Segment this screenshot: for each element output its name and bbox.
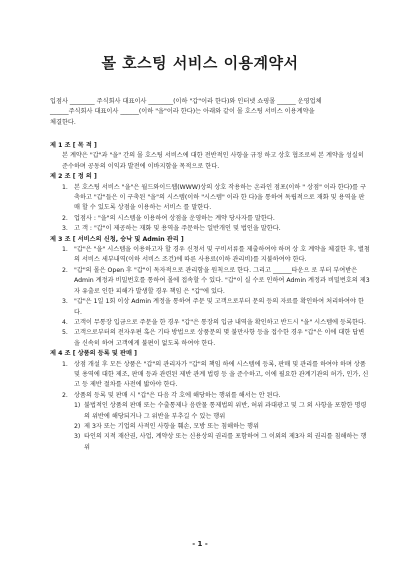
intro-paragraph — [50, 97, 370, 128]
item-text: 업점사 : "을"의 시스템을 이용하여 상점을 운영하는 계약 당사자를 말한다. — [74, 214, 275, 222]
item-number: 1. — [62, 246, 68, 254]
item-text: 고 객 : "갑"이 제공하는 재화 및 용역을 주문하는 일반개인 및 법인을 말한다. — [74, 225, 281, 233]
item-number: 1. — [62, 360, 68, 368]
article-title: 제 3 조 [ 서비스의 신청, 승낙 및 Admin 관리 ] — [50, 235, 184, 243]
item-text: 상품의 등록 및 판매 시 "갑"은 다음 각 호에 해당하는 행위를 해서는 안 된다. — [74, 391, 281, 399]
sub-item — [74, 422, 370, 432]
item-number: 2. — [62, 391, 68, 399]
articles — [50, 141, 370, 453]
item-text: 본 호스팅 서비스 "을"은 월드와이드웹(WWW)상의 상호 작용하는 온라인 점포(이하 " 상점" 이라 한다)를 구축하고 "갑"들은 이 구축된 "을"의 시스템(이하 "시스템" 이라 한 다)을 통하여 독립적으로 재화 및 용역을 판매 할 수 있도록 상점을 이용하는 서비스 를 말한다. — [74, 183, 367, 212]
list-item — [62, 245, 370, 266]
item-text: "갑"은 1일 1회 이상 Admin 계정을 통하여 주문 및 고객으로부터 문의 등의 자료를 확인하여 처리하여야 한다. — [74, 298, 364, 316]
list-item — [62, 391, 370, 401]
item-number: 4. — [62, 318, 68, 326]
list-item — [62, 318, 370, 328]
sub-item-text: 타인의 지적 재산권, 사업, 계약상 또는 신용상의 권리를 포함하여 그 이외의 제3자 의 권리를 침해하는 행위 — [84, 433, 367, 451]
intro-line: ______주식회사 대표이사 ______(이하 "을"이라 한다)는 아래와 같이 몰 호스팅 서비스 이용계약을 — [50, 108, 315, 116]
sub-item-text: 불법적인 상품의 판매 또는 수출통제나 음란물 통제법의 위반, 허위 과대광고 및 그 외 사항을 포함한 명령의 위반에 해당되거나 그 위반을 부추길 수 있는 행위 — [84, 402, 367, 420]
list-item — [62, 224, 370, 234]
item-number: 2. — [62, 266, 68, 274]
sub-item-number: 1) — [74, 402, 81, 410]
item-text: 상점 개설 후 모든 상품은 "갑"의 관리자가 "갑"의 책임 하에 시스템에 등록, 판매 및 관리를 하여야 하며 상품 및 용역에 대한 제조, 판매 등과 관련된 제반 관계 법령 등 을 준수하고, 이에 필요한 관계기관의 허가, 인가, 신고 등 제반 절차를 사전에 밟아야 한다. — [74, 360, 369, 389]
item-number: 5. — [62, 329, 68, 337]
intro-line: 입점사 ________ 주식회사 대표이사 ________(이하 "갑"이라 한다)와 인터넷 쇼핑몰 ______ 운영업체 — [50, 98, 322, 105]
list-item — [62, 183, 370, 214]
sub-item-number: 2) — [74, 422, 81, 430]
item-number: 3. — [62, 225, 68, 233]
list-item — [62, 214, 370, 224]
item-text: 고객이 무통장 입금으로 주문을 한 경우 "갑"은 통장의 입금 내역을 확인하고 반드시 "을" 시스템에 등록한다. — [74, 318, 366, 326]
page-title: 몰 호스팅 서비스 이용계약서 — [101, 54, 299, 72]
item-text: "갑"은 "을" 시스템을 이용하고자 할 경우 신청서 및 구비서류를 제출하여야 하며 상 호 계약을 체결한 후, 별첨의 서비스 세부내역(이하 서비스 조건)에 따른 사용료(이하 관리비)를 지불하여야 한다. — [74, 246, 370, 264]
sub-item-number: 3) — [74, 433, 81, 441]
list-item — [62, 360, 370, 391]
item-number: 3. — [62, 298, 68, 306]
article-title: 제 2 조 [ 정 의 ] — [50, 173, 97, 181]
sub-item-text: 제 3자 또는 기업의 사적인 사항을 훼손, 모방 또는 침해하는 행위 — [84, 422, 259, 430]
item-number: 2. — [62, 214, 68, 222]
list-item — [62, 297, 370, 318]
item-text: "갑"의 몰은 Open 후 "갑"이 독자적으로 관리함을 원칙으로 한다. 그리고 ______타운으 로 부터 부여받은 Admin 계정과 비밀번호를 통하여 몰에 접속할 수 있다. "갑"이 실 수로 인하여 Admin 계정과 비밀번호의 제3자 유출로 인한 피해가 발생할 경우 책임 은 "갑"에 있다. — [74, 266, 370, 295]
article-title: 제 4 조 [ 상품의 등록 및 판매 ] — [50, 350, 137, 358]
list-item — [62, 266, 370, 297]
intro-line: 체결한다. — [50, 118, 76, 126]
list-item — [62, 328, 370, 349]
item-text: 고객으로부터의 전자우편 혹은 기타 방법으로 상품문의 몇 불만사항 등을 접수한 경우 "갑"은 이에 대한 답변을 신속히 하여 고객에게 불편이 없도록 하여야 한다. — [74, 329, 365, 347]
article-paragraph: 본 계약은 "갑"과 "을" 간의 몰 호스팅 서비스에 대한 전반적인 사항을 규정 하고 상호 협조로써 본 계약을 성실히 준수하며 공동의 이익과 발전에 이바지함을 목적으로 한다. — [62, 152, 364, 170]
item-number: 1. — [62, 183, 68, 191]
sub-item — [74, 432, 370, 453]
article-title: 제 1 조 [ 목 적 ] — [50, 142, 97, 149]
page-number: - 1 - — [192, 540, 208, 548]
sub-item — [74, 401, 370, 422]
